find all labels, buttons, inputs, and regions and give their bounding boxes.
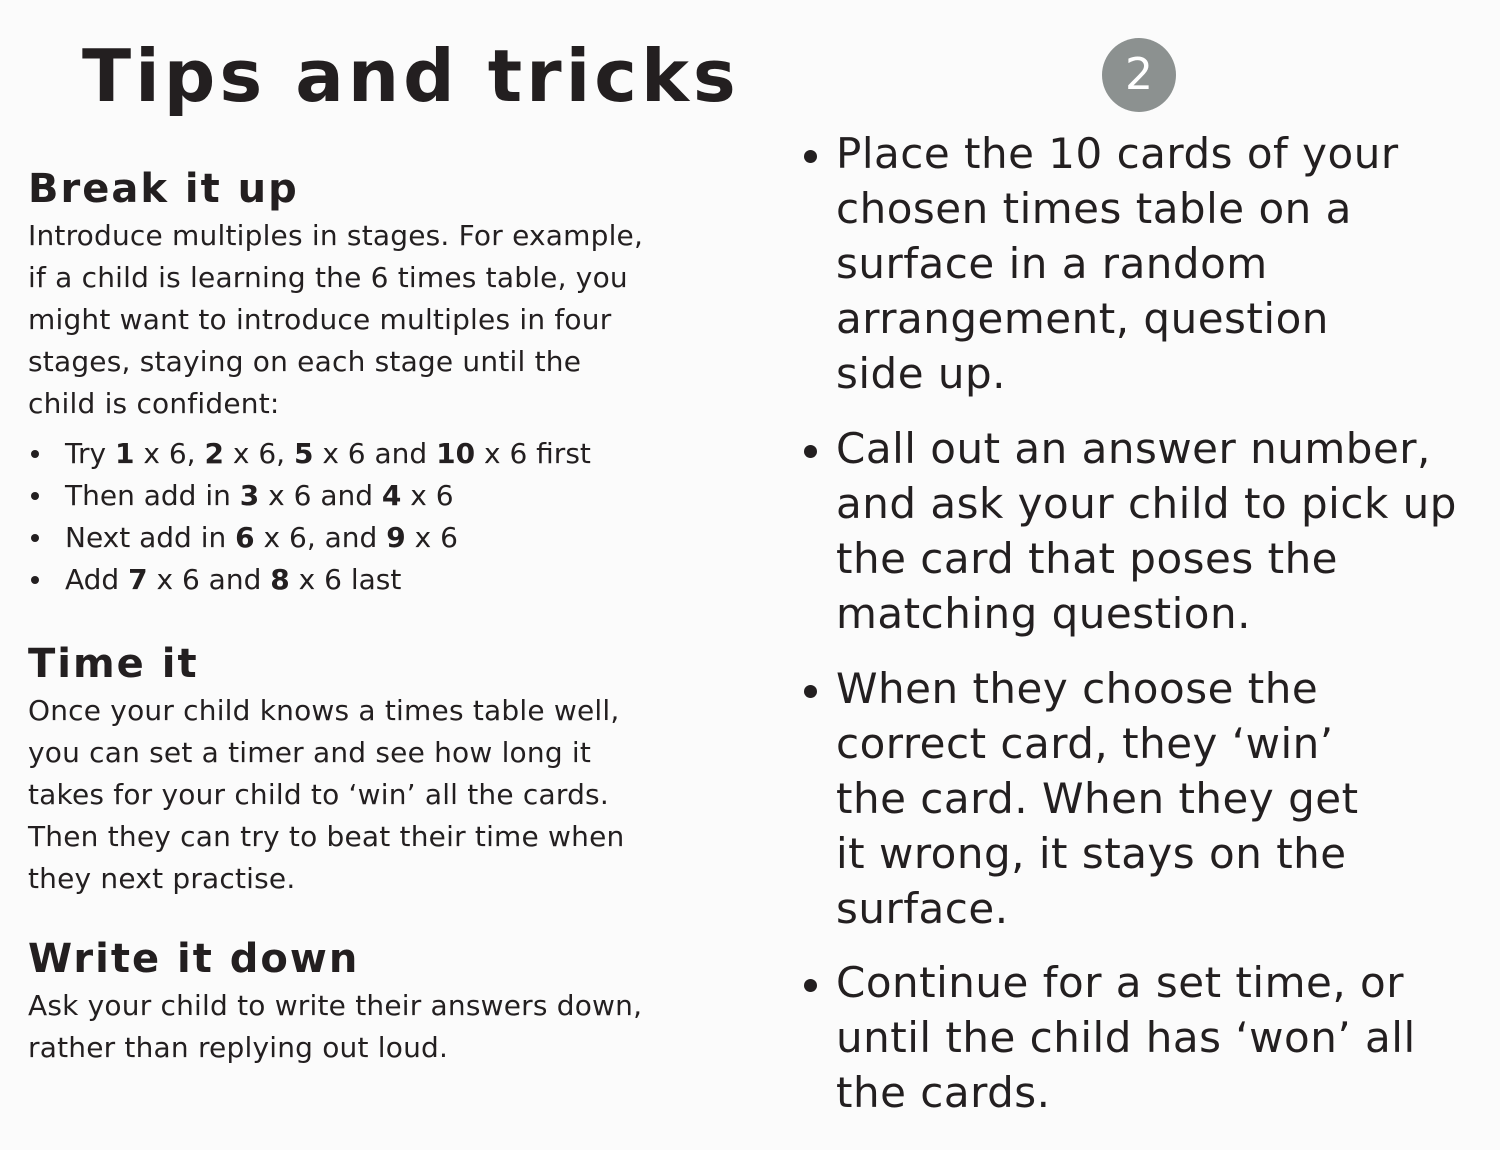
step-text — [836, 661, 1480, 936]
list-text: x 6 and — [147, 563, 271, 596]
step-text — [836, 955, 1480, 1120]
list-item — [28, 559, 728, 601]
step-item — [800, 421, 1480, 641]
section-break-it-up — [28, 165, 728, 601]
step-item — [800, 955, 1480, 1120]
step-line: until the child has ‘won’ all — [836, 1013, 1416, 1062]
multiplier-number: 6 — [235, 521, 255, 554]
list-text: x 6 and — [259, 479, 382, 512]
section-heading: Time it — [28, 641, 199, 687]
step-line: the card. When they get — [836, 774, 1359, 823]
multiplier-number: 1 — [114, 437, 135, 470]
list-text: x 6 last — [289, 563, 402, 596]
body-line: child is confident: — [28, 387, 280, 420]
body-line: they next practise. — [28, 862, 296, 895]
body-line: if a child is learning the 6 times table, you — [28, 261, 628, 294]
multiplier-number: 2 — [204, 437, 224, 470]
section-heading: Write it down — [28, 936, 360, 982]
list-text: x 6 and — [313, 437, 437, 470]
section-body — [28, 690, 728, 900]
step-line: and ask your child to pick up — [836, 479, 1457, 528]
step-line: side up. — [836, 349, 1007, 398]
section-write-it-down — [28, 935, 728, 1069]
step-item — [800, 661, 1480, 936]
list-text: x 6 — [401, 479, 454, 512]
list-text: Add — [65, 563, 129, 596]
multiplier-number: 4 — [381, 479, 402, 512]
bullet-dot — [31, 492, 39, 500]
list-item — [28, 433, 728, 475]
stages-list — [28, 433, 728, 601]
bullet-dot — [804, 979, 817, 992]
multiplier-number: 10 — [436, 437, 476, 470]
page-title: Tips and tricks — [82, 34, 740, 118]
step-line: Call out an answer number, — [836, 424, 1431, 473]
list-text: x 6 first — [475, 437, 591, 470]
step-line: Place the 10 cards of your — [836, 129, 1399, 178]
multiplier-number: 7 — [128, 563, 148, 596]
body-line: Introduce multiples in stages. For example, — [28, 219, 644, 252]
body-line: might want to introduce multiples in four — [28, 303, 612, 336]
step-line: chosen times table on a — [836, 184, 1352, 233]
step-item — [800, 126, 1480, 401]
step-line: Continue for a set time, or — [836, 958, 1404, 1007]
section-body — [28, 985, 728, 1069]
list-text: x 6, — [134, 437, 205, 470]
step-line: it wrong, it stays on the — [836, 829, 1347, 878]
list-text: Next add in — [65, 521, 236, 554]
multiplier-number: 3 — [239, 479, 260, 512]
list-text: x 6, and — [254, 521, 387, 554]
step-line: surface. — [836, 884, 1009, 933]
list-text: Then add in — [65, 479, 240, 512]
bullet-dot — [31, 450, 39, 458]
body-line: Then they can try to beat their time when — [28, 820, 625, 853]
step-text — [836, 126, 1480, 401]
body-line: Ask your child to write their answers down, — [28, 989, 643, 1022]
multiplier-number: 9 — [386, 521, 406, 554]
list-text: x 6 — [405, 521, 458, 554]
step-line: the cards. — [836, 1068, 1051, 1117]
list-text: x 6, — [223, 437, 294, 470]
bullet-dot — [804, 685, 817, 698]
bullet-dot — [31, 534, 39, 542]
multiplier-number: 5 — [293, 437, 314, 470]
step-line: When they choose the — [836, 664, 1319, 713]
step-line: correct card, they ‘win’ — [836, 719, 1334, 768]
section-body — [28, 215, 728, 425]
body-line: takes for your child to ‘win’ all the cards. — [28, 778, 609, 811]
step-line: the card that poses the — [836, 534, 1339, 583]
body-line: rather than replying out loud. — [28, 1031, 449, 1064]
step-line: matching question. — [836, 589, 1251, 638]
bullet-dot — [804, 445, 817, 458]
body-line: you can set a timer and see how long it — [28, 736, 592, 769]
bullet-dot — [804, 150, 817, 163]
step-line: arrangement, question — [836, 294, 1329, 343]
body-line: Once your child knows a times table well, — [28, 694, 620, 727]
list-text: Try — [65, 437, 115, 470]
list-item — [28, 475, 728, 517]
list-item — [28, 517, 728, 559]
section-heading: Break it up — [28, 166, 299, 212]
step-line: surface in a random — [836, 239, 1268, 288]
step-text — [836, 421, 1480, 641]
multiplier-number: 8 — [270, 563, 290, 596]
page-number-badge: 2 — [1102, 38, 1176, 112]
body-line: stages, staying on each stage until the — [28, 345, 582, 378]
bullet-dot — [31, 576, 39, 584]
section-time-it — [28, 640, 728, 900]
